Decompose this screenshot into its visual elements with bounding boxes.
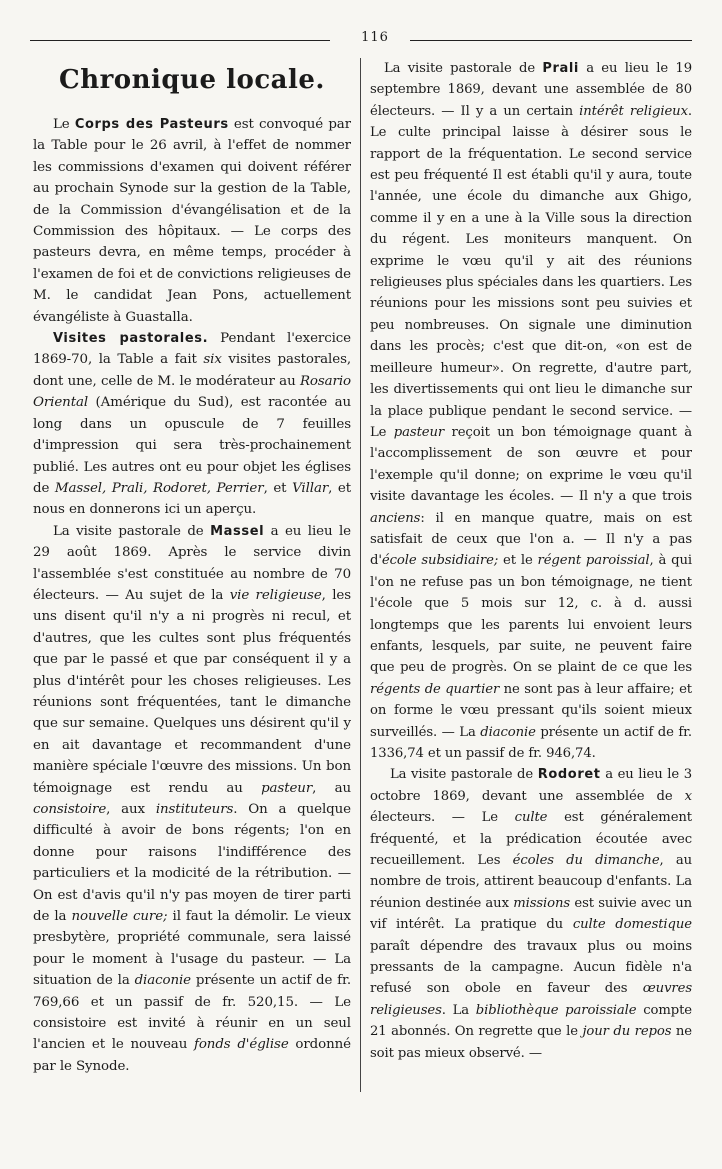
italic-run: intérêt religieux xyxy=(579,103,688,119)
text-run: paraît dépendre des travaux plus ou moins pressants de la campagne. Aucun fidèle n'a refusé son obole en faveur des xyxy=(370,938,692,997)
text-run: ne sont pas à leur affaire; et on forme le vœu pressant qu'ils soient mieux surveillés. — La xyxy=(370,681,692,740)
text-run: ne soit pas mieux observé. — xyxy=(370,1024,692,1061)
italic-run: culte domestique xyxy=(572,917,692,933)
text-run: a eu lieu le 29 août 1869. Après le service divin l'assemblée s'est constituée au nombre de 70 électeurs. — Au sujet de la xyxy=(33,523,351,603)
text-run: présente un actif de fr. 769,66 et un passif de fr. 520,15. — Le consistoire est invité à réunir en un seul l'ancien et le nouveau xyxy=(33,973,351,1053)
right-column xyxy=(370,58,692,1098)
italic-run: diaconie xyxy=(134,973,192,989)
header-rule-right xyxy=(410,40,692,41)
text-run: a eu lieu le 19 septembre 1869, devant une assemblée de 80 électeurs. — Il y a un certain xyxy=(370,61,692,119)
text-run: compte 21 abonnés. On regrette que le xyxy=(370,1002,692,1040)
text-run: électeurs. — Le xyxy=(370,810,515,826)
text-run: visites pastorales, dont une, celle de M. le modérateur au xyxy=(33,352,351,389)
italic-run: vie religieuse xyxy=(229,587,322,603)
text-run: présente un actif de fr. 1336,74 et un passif de fr. 946,74. xyxy=(370,724,692,761)
text-run: , aux xyxy=(106,802,156,817)
text-run: : il en manque quatre, mais on est satisfait de ceux que l'on a. — Il n'y a pas d' xyxy=(370,510,692,569)
text-run: il faut la démolir. Le vieux presbytère, propriété communale, sera laissé pour le moment à l'usage du pasteur. — La situation de la xyxy=(33,909,351,989)
italic-run: écoles du dimanche xyxy=(512,853,660,869)
italic-run: œuvres religieuses xyxy=(370,981,692,1018)
heading-corps-des-pasteurs: Corps des Pasteurs xyxy=(74,117,229,132)
text-run: Pendant l'exercice 1869-70, la Table a fait xyxy=(33,331,351,368)
text-run: , à qui l'on ne refuse pas un bon témoignage, ne tient l'école que 5 mois sur 12, c. à d. aussi longtemps que les parents lui envoient leurs enfants, lesquels, par suite, ne peuvent faire que peu de progrès. On se plaint de ce que les xyxy=(370,553,692,676)
text-run: et le xyxy=(498,553,538,569)
text-run: est convoqué par la Table pour le 26 avril, à l'effet de nommer les commissions d'examen qui doivent référer au prochain Synode sur la gestion de la Table, de la Commission d'évangélisation et de la Commission des hôpitaux. — Le corps des pasteurs devra, en même temps, procéder à l'examen de foi et de convictions religieuses de M. le candidat Jean Pons, actuellement évangéliste à Guastalla. xyxy=(33,117,351,325)
text-run: . La xyxy=(441,1002,476,1018)
text-run: , au nombre de trois, attirent beaucoup d'enfants. La réunion destinée aux xyxy=(370,853,692,911)
italic-run: culte xyxy=(514,810,548,826)
header-rule-left xyxy=(30,40,330,41)
text-run: a eu lieu le 3 octobre 1869, devant une assemblée de xyxy=(370,767,692,804)
paragraph-rodoret xyxy=(370,764,692,1064)
italic-run: missions xyxy=(513,895,571,911)
text-run: . Le culte principal laisse à désirer sous le rapport de la fréquentation. Le second service est peu fréquenté Il est établi qu'il y aura, toute l'année, une école du dimanche aux Ghigo, comme il y en a une à la Ville sous la direction du régent. Les moniteurs manquent. On exprime le vœu qu'il y ait des réunions religieuses plus spéciales dans les quartiers. Les réunions pour les missions sont peu suivies et peu nombreuses. On signale une diminution dans les procès; c'est que dit-on, «on est de meilleure humeur». On regrette, d'autre part, les divertissements qui ont lieu le dimanche sur la place publique pendant le second service. — Le xyxy=(370,103,692,440)
italic-run: x xyxy=(684,788,692,804)
text-run: , et xyxy=(263,480,293,496)
text-run: Le xyxy=(53,117,75,132)
paragraph-visites-pastorales xyxy=(33,328,351,521)
text-run: La visite pastorale de xyxy=(53,523,211,539)
italic-run: bibliothèque paroissiale xyxy=(475,1002,637,1018)
page-header xyxy=(30,30,692,50)
text-run: ordonné par le Synode. xyxy=(33,1037,351,1074)
left-column xyxy=(33,58,351,1098)
paragraph-corps-des-pasteurs xyxy=(33,114,351,328)
text-run: est généralement fréquenté, et la prédication écoutée avec recueillement. Les xyxy=(370,810,692,869)
heading-visites-pastorales: Visites pastorales. xyxy=(53,331,209,347)
italic-run: six xyxy=(203,352,222,368)
italic-run: régent paroissial xyxy=(537,553,650,569)
column-divider xyxy=(360,58,361,1092)
heading-rodoret: Rodoret xyxy=(537,767,601,783)
italic-run: Massel, Prali, Rodoret, Perrier xyxy=(54,480,264,496)
italic-run: Rosario Oriental xyxy=(33,373,351,411)
italic-run: pasteur xyxy=(393,424,445,440)
italic-run: consistoire xyxy=(33,802,107,817)
italic-run: anciens xyxy=(370,510,421,526)
text-run: La visite pastorale de xyxy=(390,767,538,783)
italic-run: Villar xyxy=(292,480,329,496)
italic-run: diaconie xyxy=(480,724,536,740)
italic-run: fonds d'église xyxy=(193,1037,289,1053)
text-run: . On a quelque difficulté à avoir de bons régents; l'on en donne pour raisons l'indifférence des particuliers et la modicité de la rétribution. — On est d'avis qu'il n'y pas moyen de tirer parti de la xyxy=(33,802,351,925)
italic-run: instituteurs xyxy=(155,802,234,817)
text-run: reçoit un bon témoignage quant à l'accomplissement de son œuvre et pour l'exemple qu'il donne; on exprime le vœu qu'il visite davantage les écoles. — Il n'y a que trois xyxy=(370,424,692,505)
heading-massel: Massel xyxy=(210,523,265,539)
italic-run: régents de quartier xyxy=(370,681,500,697)
text-run: La visite pastorale de xyxy=(384,61,543,76)
italic-run: jour du repos xyxy=(582,1024,672,1040)
heading-prali: Prali xyxy=(542,61,579,76)
italic-run: école subsidiaire; xyxy=(381,553,499,569)
paragraph-prali xyxy=(370,58,692,764)
paragraph-massel xyxy=(33,521,351,1078)
text-run: , et nous en donnerons ici un aperçu. xyxy=(33,480,351,518)
text-run: , au xyxy=(312,780,351,796)
section-title: Chronique locale. xyxy=(59,65,325,95)
italic-run: pasteur xyxy=(261,780,313,796)
text-run: , les uns disent qu'il n'y a ni progrès ni recul, et d'autres, que les cultes sont plus fréquentés que par le passé et que par conséquent il y a plus d'intérêt pour les choses religieuses. Les réunions sont fréquentées, tant le dimanche que sur semaine. Quelques uns désirent qu'il y en ait davantage et recommandent d'une manière spéciale l'œuvre des missions. Un bon témoignage est rendu au xyxy=(33,587,351,796)
italic-run: nouvelle cure; xyxy=(71,909,168,925)
page-number: 116 xyxy=(361,30,389,45)
text-run: (Amérique du Sud), est racontée au long dans un opuscule de 7 feuilles d'impression qui sera très-prochainement publié. Les autres ont eu pour objet les églises de xyxy=(33,395,351,496)
text-run: est suivie avec un vif intérêt. La pratique du xyxy=(370,895,692,933)
